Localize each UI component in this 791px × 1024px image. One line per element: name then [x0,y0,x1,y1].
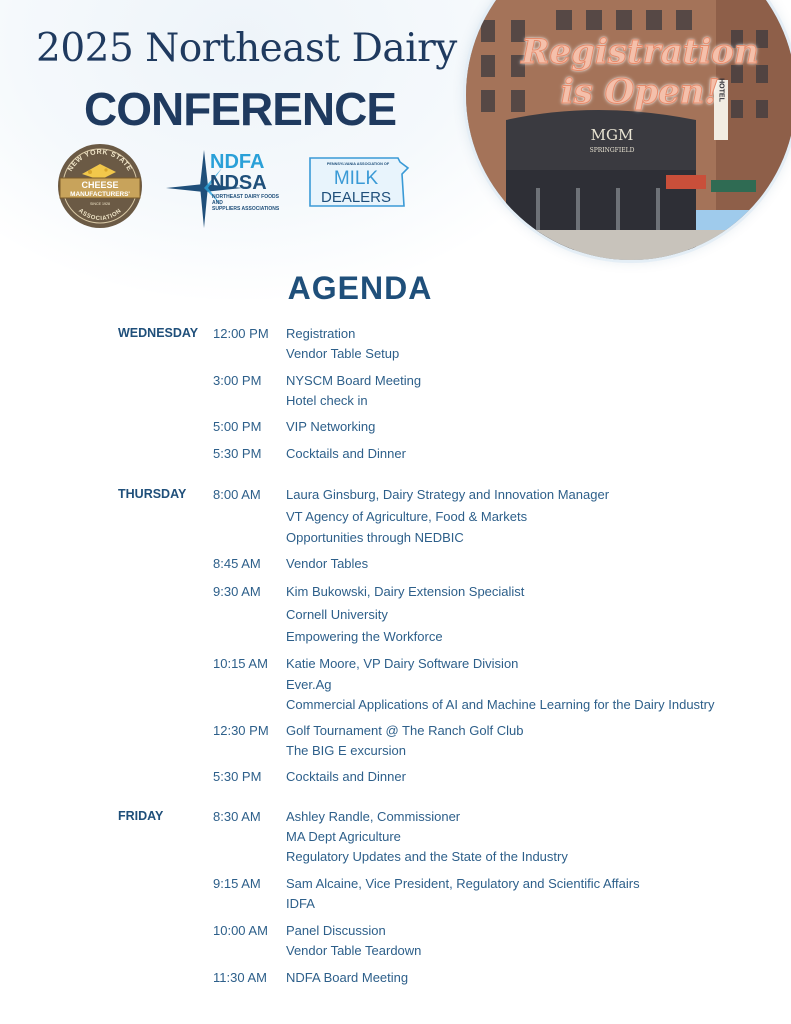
agenda-time: 10:15 AM [213,656,268,671]
agenda-time: 3:00 PM [213,373,262,388]
dealers-word: DEALERS [320,189,392,206]
registration-line-2: is Open! [560,72,720,112]
ndfa-sub1: NORTHEAST DAIRY FOODS [212,194,279,200]
agenda-item-line: Vendor Table Setup [286,346,400,361]
cheese-top-arc: NEW YORK STATE [67,148,133,173]
agenda-item-line: Ashley Randle, Commissioner [286,809,461,824]
agenda-item-line: Opportunities through NEDBIC [286,530,464,545]
agenda-item-line: Commercial Applications of AI and Machine Learning for the Dairy Industry [286,697,715,712]
cheese-band-line2: MANUFACTURERS' [70,191,130,198]
day-label: WEDNESDAY [118,326,199,340]
hotel-side-sign: HOTEL [717,78,725,102]
registration-line-1: Registration [521,32,759,72]
ndfa-sub3: SUPPLIERS ASSOCIATIONS [212,206,280,212]
agenda-item-line: MA Dept Agriculture [286,829,401,844]
day-label: THURSDAY [118,487,187,501]
agenda-title: AGENDA [287,270,433,306]
agenda-item-line: Regulatory Updates and the State of the Industry [286,849,568,864]
title-line-1: 2025 Northeast Dairy [36,26,457,71]
ndfa-text: NDFA [210,151,265,173]
agenda-item-line: NYSCM Board Meeting [286,373,422,388]
milk-word: MILK [333,168,379,189]
agenda-item-line: Kim Bukowski, Dairy Extension Specialist [286,584,525,599]
milk-top-text: PENNSYLVANIA ASSOCIATION OF [326,162,390,166]
registration-banner [520,32,760,112]
agenda-time: 8:30 AM [213,809,261,824]
agenda-time: 10:00 AM [213,923,268,938]
agenda-item-line: VIP Networking [286,419,376,434]
agenda-time: 5:30 PM [213,446,262,461]
agenda-item-line: Golf Tournament @ The Ranch Golf Club [286,723,524,738]
springfield-sign: SPRINGFIELD [589,147,635,154]
cheese-band-line1: CHEESE [81,180,119,190]
agenda-item-line: IDFA [286,896,315,911]
title-line-2: CONFERENCE [84,83,397,135]
agenda-item-line: Vendor Tables [286,556,369,571]
agenda-item-line: The BIG E excursion [286,743,406,758]
agenda-time: 12:00 PM [213,326,269,341]
agenda-item-line: Cocktails and Dinner [286,446,406,461]
agenda-item-line: Vendor Table Teardown [286,943,422,958]
agenda-item-line: Sam Alcaine, Vice President, Regulatory and Scientific Affairs [286,876,640,891]
ndsa-text: NDSA [210,172,267,194]
agenda-item-line: Registration [286,326,356,341]
agenda-item-line: Ever.Ag [286,676,332,692]
agenda-item-line: Katie Moore, VP Dairy Software Division [286,656,519,671]
agenda-time: 9:30 AM [213,584,261,599]
agenda-item-line: Hotel check in [286,393,368,408]
agenda-item-line: NDFA Board Meeting [286,970,409,985]
agenda-time: 5:00 PM [213,419,262,434]
mgm-sign: MGM [590,126,634,144]
agenda-time: 8:45 AM [213,556,261,571]
agenda-item-line: Cornell University [286,606,388,622]
agenda-time: 8:00 AM [213,487,261,502]
ndfa-ndsa-logo [166,148,284,230]
agenda-item-line: Empowering the Workforce [286,629,443,644]
agenda-item-line: VT Agency of Agriculture, Food & Markets [286,508,528,524]
cheese-bottom-arc: ASSOCIATION [77,207,123,223]
agenda-time: 5:30 PM [213,769,262,784]
agenda-item-line: Laura Ginsburg, Dairy Strategy and Innovation Manager [286,487,610,502]
agenda-time: 11:30 AM [213,970,267,985]
cheese-manufacturers-logo [56,142,144,230]
cheese-since: SINCE 1928 [90,202,110,206]
agenda-item-line: Cocktails and Dinner [286,769,406,784]
day-label: FRIDAY [118,809,164,823]
milk-dealers-logo [306,152,412,212]
agenda-time: 9:15 AM [213,876,261,891]
agenda-item-line: Panel Discussion [286,923,386,938]
agenda-time: 12:30 PM [213,723,269,738]
ndfa-sub2: AND [212,200,223,206]
